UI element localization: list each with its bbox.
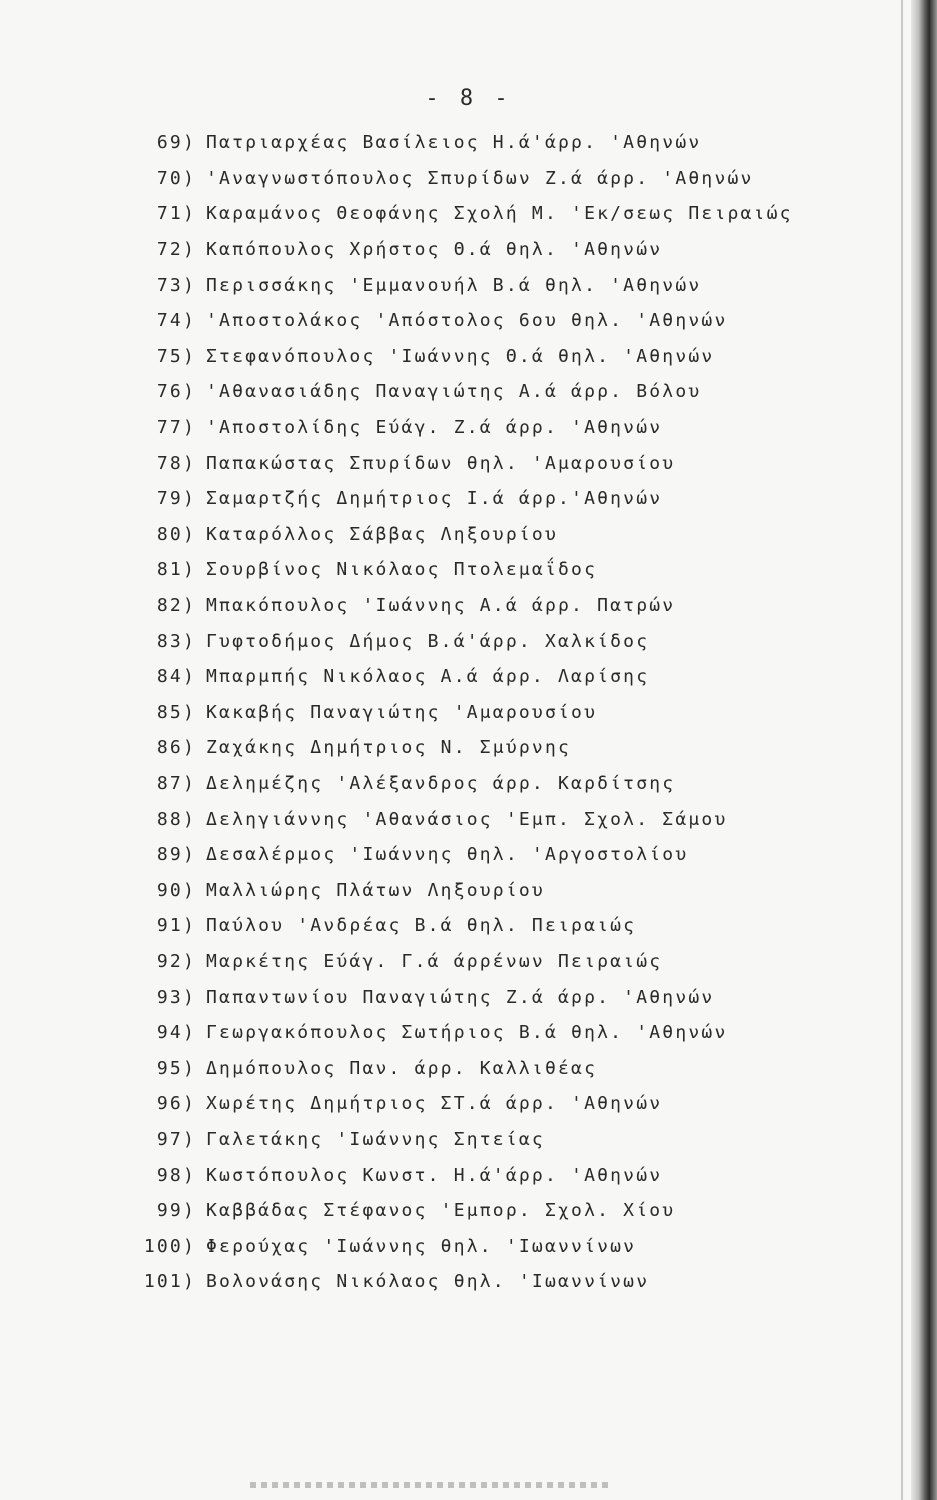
entry-text: Μπαρμπής Νικόλαος Α.ά άρρ. Λαρίσης	[206, 666, 650, 688]
list-item	[140, 659, 860, 695]
entry-text: 'Αναγνωστόπουλος Σπυρίδων Ζ.ά άρρ. 'Αθηνών	[206, 167, 754, 189]
list-item	[140, 339, 860, 375]
list-item	[140, 125, 860, 161]
entry-number: 90)	[156, 879, 196, 901]
entry-text: Φερούχας 'Ιωάννης θηλ. 'Ιωαννίνων	[206, 1235, 637, 1257]
entry-text: Μαλλιώρης Πλάτων Ληξουρίου	[206, 879, 545, 901]
entry-text: Γαλετάκης 'Ιωάννης Σητείας	[206, 1128, 545, 1150]
list-item	[140, 374, 860, 410]
entry-number: 77)	[156, 417, 196, 439]
entry-number: 91)	[156, 915, 196, 937]
list-item	[140, 908, 860, 944]
entry-number: 82)	[156, 595, 196, 617]
list-item	[140, 837, 860, 873]
list-item	[140, 1264, 860, 1300]
list-item	[140, 196, 860, 232]
bottom-smudge	[250, 1482, 610, 1488]
list-item	[140, 588, 860, 624]
entry-number: 95)	[156, 1057, 196, 1079]
entry-text: Περισσάκης 'Εμμανουήλ Β.ά θηλ. 'Αθηνών	[206, 274, 702, 296]
list-item	[140, 552, 860, 588]
list-item	[140, 944, 860, 980]
list-item	[140, 1228, 860, 1264]
entry-text: Καββάδας Στέφανος 'Εμπορ. Σχολ. Χίου	[206, 1200, 676, 1222]
entry-number: 93)	[156, 986, 196, 1008]
list-item	[140, 623, 860, 659]
entry-text: Δεληγιάννης 'Αθανάσιος 'Εμπ. Σχολ. Σάμου	[206, 808, 728, 830]
list-item	[140, 232, 860, 268]
entry-number: 80)	[156, 523, 196, 545]
page-number: - 8 -	[425, 86, 512, 111]
entry-text: 'Αποστολίδης Εύάγ. Ζ.ά άρρ. 'Αθηνών	[206, 417, 663, 439]
entry-number: 85)	[156, 701, 196, 723]
entry-number: 72)	[156, 239, 196, 261]
entry-number: 78)	[156, 452, 196, 474]
list-item	[140, 695, 860, 731]
entry-number: 81)	[156, 559, 196, 581]
entry-text: Παπαντωνίου Παναγιώτης Ζ.ά άρρ. 'Αθηνών	[206, 986, 715, 1008]
binding-line	[901, 0, 903, 1500]
list-item	[140, 303, 860, 339]
binding-edge	[911, 0, 937, 1500]
entry-number: 74)	[156, 310, 196, 332]
entry-number: 83)	[156, 630, 196, 652]
entry-number: 79)	[156, 488, 196, 510]
entry-number: 89)	[156, 844, 196, 866]
entry-number: 99)	[156, 1200, 196, 1222]
entry-text: Σαμαρτζής Δημήτριος Ι.ά άρρ.'Αθηνών	[206, 488, 663, 510]
entry-text: Δελημέζης 'Αλέξανδρος άρρ. Καρδίτσης	[206, 772, 676, 794]
entry-text: Κακαβής Παναγιώτης 'Αμαρουσίου	[206, 701, 598, 723]
list-item	[140, 481, 860, 517]
entry-text: Πατριαρχέας Βασίλειος Η.ά'άρρ. 'Αθηνών	[206, 132, 702, 154]
entry-text: Χωρέτης Δημήτριος ΣΤ.ά άρρ. 'Αθηνών	[206, 1093, 663, 1115]
entry-number: 101)	[143, 1271, 196, 1293]
list-item	[140, 1050, 860, 1086]
entry-number: 86)	[156, 737, 196, 759]
entry-text: Καπόπουλος Χρήστος Θ.ά θηλ. 'Αθηνών	[206, 239, 663, 261]
entry-text: Σουρβίνος Νικόλαος Πτολεμαΐδος	[206, 559, 598, 581]
entry-text: Δημόπουλος Παν. άρρ. Καλλιθέας	[206, 1057, 598, 1079]
entry-text: Στεφανόπουλος 'Ιωάννης Θ.ά θηλ. 'Αθηνών	[206, 345, 715, 367]
entry-number: 96)	[156, 1093, 196, 1115]
entry-text: Μαρκέτης Εύάγ. Γ.ά άρρένων Πειραιώς	[206, 950, 663, 972]
entry-text: Παπακώστας Σπυρίδων θηλ. 'Αμαρουσίου	[206, 452, 676, 474]
entry-number: 76)	[156, 381, 196, 403]
entry-text: Βολονάσης Νικόλαος θηλ. 'Ιωαννίνων	[206, 1271, 650, 1293]
list-item	[140, 161, 860, 197]
entry-list	[140, 125, 860, 1300]
list-item	[140, 1015, 860, 1051]
entry-number: 73)	[156, 274, 196, 296]
entry-text: Παύλου 'Ανδρέας Β.ά θηλ. Πειραιώς	[206, 915, 637, 937]
entry-number: 75)	[156, 345, 196, 367]
entry-text: Καταρόλλος Σάββας Ληξουρίου	[206, 523, 558, 545]
entry-number: 100)	[143, 1235, 196, 1257]
list-item	[140, 872, 860, 908]
list-item	[140, 267, 860, 303]
list-item	[140, 517, 860, 553]
entry-number: 97)	[156, 1128, 196, 1150]
entry-number: 94)	[156, 1022, 196, 1044]
entry-text: Ζαχάκης Δημήτριος Ν. Σμύρνης	[206, 737, 572, 759]
entry-text: Δεσαλέρμος 'Ιωάννης θηλ. 'Αργοστολίου	[206, 844, 689, 866]
entry-number: 84)	[156, 666, 196, 688]
entry-number: 98)	[156, 1164, 196, 1186]
list-item	[140, 1122, 860, 1158]
entry-number: 70)	[156, 167, 196, 189]
list-item	[140, 730, 860, 766]
list-item	[140, 1157, 860, 1193]
entry-number: 69)	[156, 132, 196, 154]
entry-text: Καραμάνος Θεοφάνης Σχολή Μ. 'Εκ/σεως Πειραιώς	[206, 203, 793, 225]
entry-number: 71)	[156, 203, 196, 225]
entry-text: 'Αθανασιάδης Παναγιώτης Α.ά άρρ. Βόλου	[206, 381, 702, 403]
entry-number: 88)	[156, 808, 196, 830]
entry-text: Γυφτοδήμος Δήμος Β.ά'άρρ. Χαλκίδος	[206, 630, 650, 652]
list-item	[140, 1193, 860, 1229]
list-item	[140, 979, 860, 1015]
list-item	[140, 801, 860, 837]
entry-text: Μπακόπουλος 'Ιωάννης Α.ά άρρ. Πατρών	[206, 595, 676, 617]
list-item	[140, 766, 860, 802]
list-item	[140, 410, 860, 446]
entry-text: Κωστόπουλος Κωνστ. Η.ά'άρρ. 'Αθηνών	[206, 1164, 663, 1186]
entry-number: 92)	[156, 950, 196, 972]
list-item	[140, 445, 860, 481]
entry-text: Γεωργακόπουλος Σωτήριος Β.ά θηλ. 'Αθηνών	[206, 1022, 728, 1044]
entry-text: 'Αποστολάκος 'Απόστολος 6ου θηλ. 'Αθηνών	[206, 310, 728, 332]
entry-number: 87)	[156, 772, 196, 794]
list-item	[140, 1086, 860, 1122]
